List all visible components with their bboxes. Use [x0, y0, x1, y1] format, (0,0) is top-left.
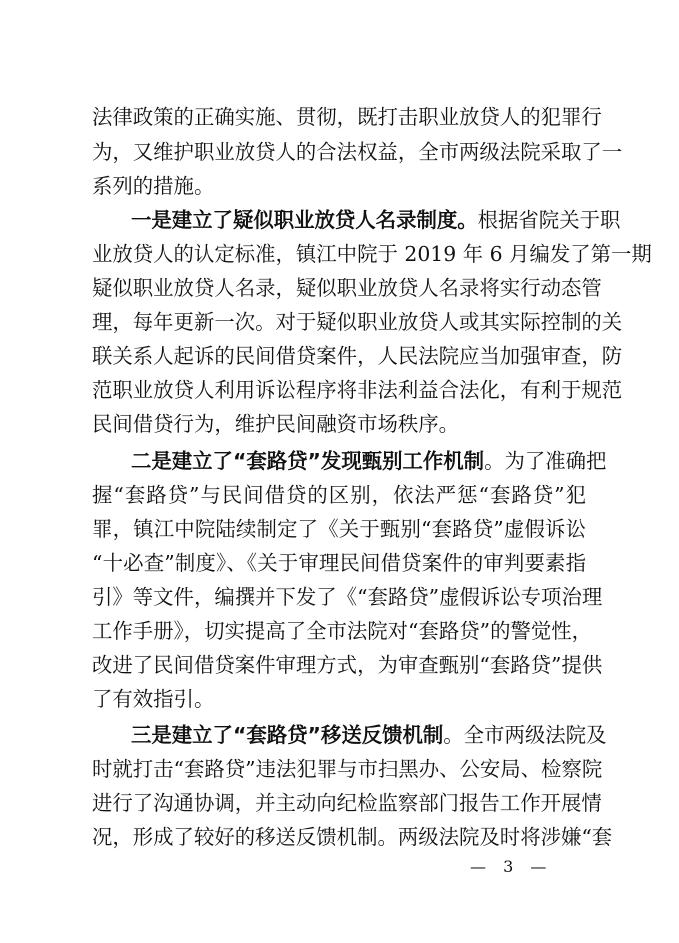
body-text-line: 民间借贷行为，维护民间融资市场秩序。	[92, 412, 460, 436]
body-text-line: 改进了民间借贷案件审理方式，为审查甄别“套路贷”提供	[92, 653, 603, 677]
body-text-line: 范职业放贷人利用诉讼程序将非法利益合法化，有利于规范	[92, 378, 623, 402]
paragraph-heading: 二是建立了“套路贷”发现甄别工作机制	[131, 449, 485, 473]
page-number: — 3 —	[470, 857, 553, 876]
paragraph-heading: 三是建立了“套路贷”移送反馈机制	[131, 723, 444, 747]
body-text-line: 工作手册》，切实提高了全市法院对“套路贷”的警觉性，	[92, 619, 593, 643]
paragraph-heading-line: 三是建立了“套路贷”移送反馈机制。全市两级法院及	[131, 723, 607, 747]
body-text-line: “十必查”制度》、《关于审理民间借贷案件的审判要素指	[92, 551, 586, 575]
body-text-line: 时就打击“套路贷”违法犯罪与市扫黑办、公安局、检察院	[92, 757, 603, 781]
paragraph-heading-line: 二是建立了“套路贷”发现甄别工作机制。为了准确把	[131, 449, 607, 473]
body-text-line: 了有效指引。	[92, 687, 215, 711]
body-text-line: 业放贷人的认定标准，镇江中院于 2019 年 6 月编发了第一期	[92, 242, 652, 266]
paragraph-heading: 一是建立了疑似职业放贷人名录制度。	[131, 208, 478, 232]
body-text-line: 联关系人起诉的民间借贷案件，人民法院应当加强审查，防	[92, 344, 623, 368]
body-text-line: 系列的措施。	[92, 174, 215, 198]
body-text-line: 握“套路贷”与民间借贷的区别，依法严惩“套路贷”犯	[92, 483, 586, 507]
body-text-line: 罪，镇江中院陆续制定了《关于甄别“套路贷”虚假诉讼	[92, 517, 586, 541]
paragraph-heading-line: 一是建立了疑似职业放贷人名录制度。根据省院关于职	[131, 208, 621, 232]
body-text-line: 为，又维护职业放贷人的合法权益，全市两级法院采取了一	[92, 140, 623, 164]
body-text-line: 引》等文件，编撰并下发了《“套路贷”虚假诉讼专项治理	[92, 585, 603, 609]
body-text-line: 疑似职业放贷人名录，疑似职业放贷人名录将实行动态管	[92, 276, 602, 300]
body-text-line: 况，形成了较好的移送反馈机制。两级法院及时将涉嫌“套	[92, 825, 613, 849]
body-text-line: 法律政策的正确实施、贯彻，既打击职业放贷人的犯罪行	[92, 105, 602, 129]
body-text-line: 理，每年更新一次。对于疑似职业放贷人或其实际控制的关	[92, 310, 623, 334]
body-text-line: 进行了沟通协调，并主动向纪检监察部门报告工作开展情	[92, 791, 602, 815]
